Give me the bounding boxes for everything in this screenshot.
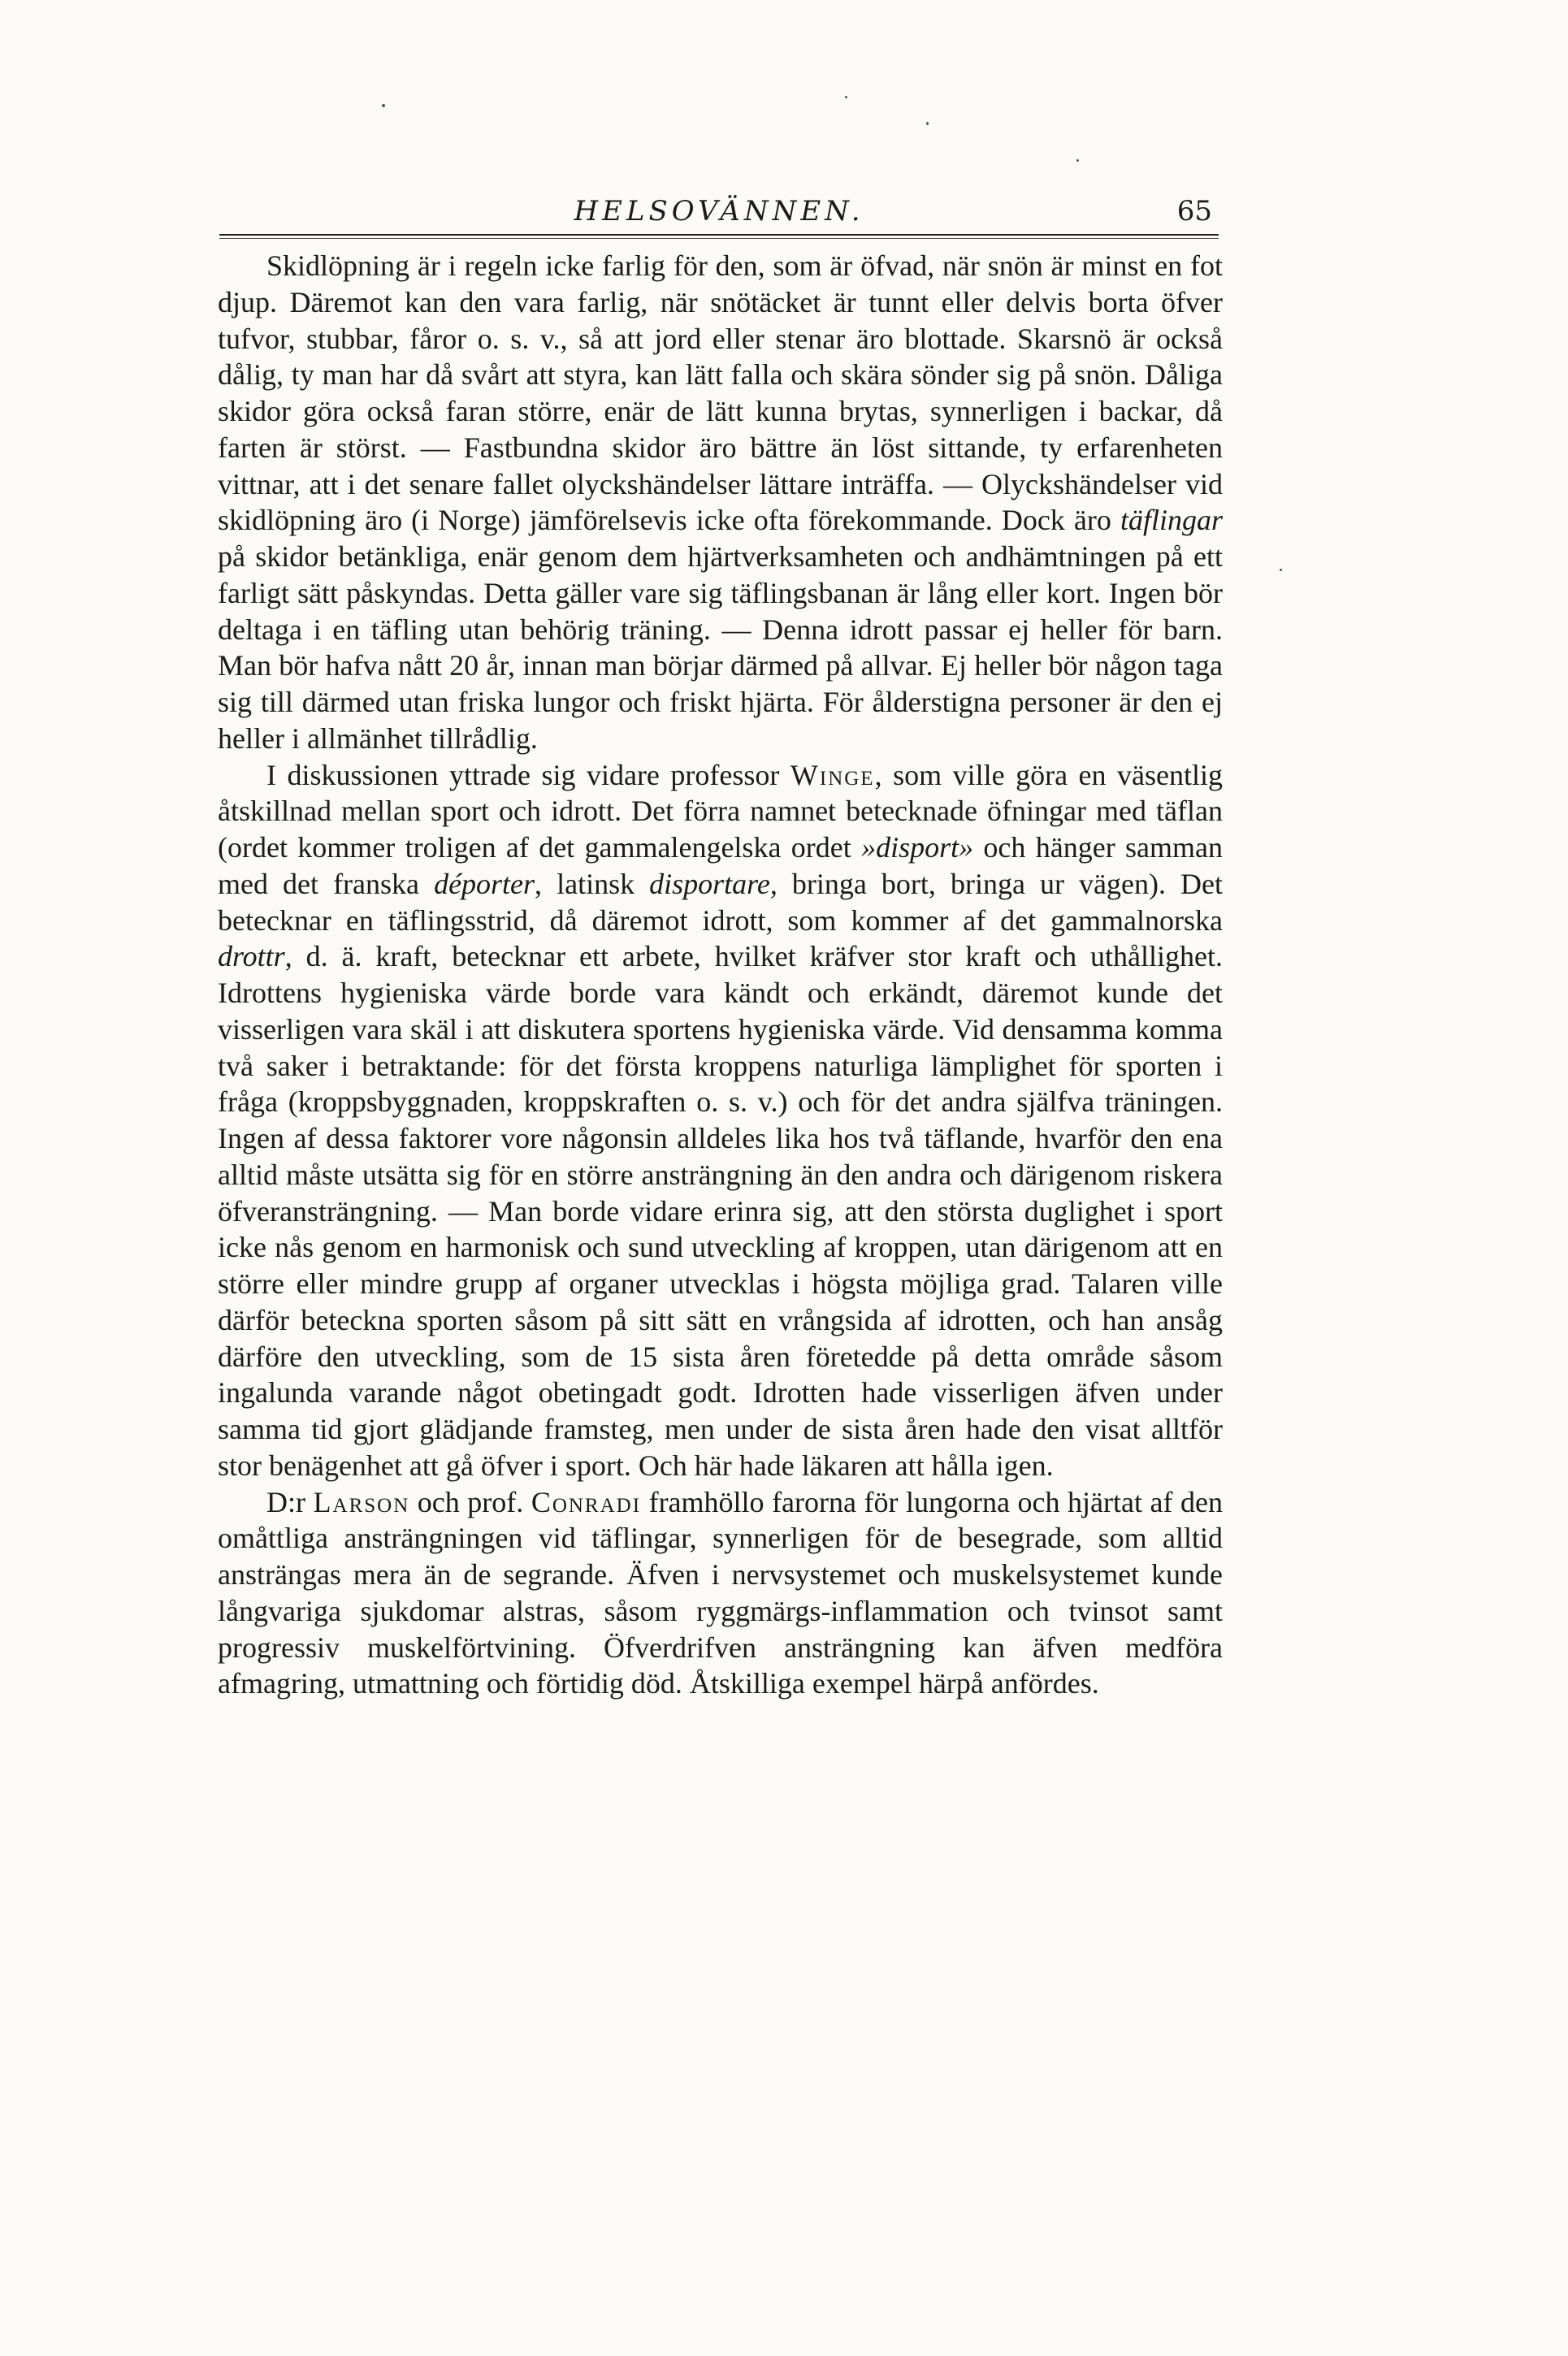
emphasis: »disport» [861, 831, 974, 864]
text-run: på skidor betänkliga, enär genom dem hjärtverksamheten och andhämtningen på ett farligt sätt påskyndas. Detta gäller vare sig täflingsbanan är lång eller kort. Ingen bör deltaga i en täfling utan behörig träning. — Denna idrott passar ej heller för barn. Man bör hafva nått 20 år, innan man börjar därmed på allvar. Ej heller bör någon taga sig till därmed utan friska lungor och friskt hjärta. För ålderstigna personer är den ej heller i allmänhet tillrådlig. [218, 540, 1223, 755]
text-run: och hänger samman med det franska [218, 831, 1223, 900]
print-speck [1076, 159, 1079, 162]
paragraph-discussion [218, 757, 1223, 1484]
text-run: D:r [266, 1485, 314, 1518]
paragraph-larson-conradi [218, 1484, 1223, 1703]
page-header [219, 188, 1219, 237]
body-text [218, 248, 1223, 1702]
print-speck [382, 104, 385, 107]
print-speck [1280, 569, 1282, 571]
text-run: , d. ä. kraft, betecknar ett arbete, hvilket kräfver stor kraft och uthållighet. Idrottens hygieniska värde borde vara kändt och erkändt, däremot kunde det visserligen vara skäl i att diskutera sportens hygieniska värde. Vid densamma komma två saker i betraktande: för det första kroppens naturliga lämplighet för sporten i fråga (kroppsbyggnaden, kroppskraften o. s. v.) och för det andra själfva träningen. Ingen af dessa faktorer vore någonsin alldeles lika hos två täflande, hvarför den ena alltid måste utsätta sig för en större ansträngning än den andra och därigenom riskera öfveransträngning. — Man borde vidare erinra sig, att den största duglighet i sport icke nås genom en harmonisk och sund utveckling af kroppen, utan därigenom att en större eller mindre grupp af organer utvecklas i högsta möjliga grad. Talaren ville därför beteckna sporten såsom på sitt sätt en vrångsida af idrotten, och han ansåg därföre den utveckling, som de 15 sista åren företedde på detta område såsom ingalunda varande något obetingadt godt. Idrotten hade visserligen äfven under samma tid gjort glädjande framsteg, men under de sista åren hade den visat alltför stor benägenhet att gå öfver i sport. Och här hade läkaren att hålla igen. [218, 940, 1223, 1482]
text-run: , latinsk [535, 867, 650, 900]
person-name: Conradi [531, 1485, 642, 1518]
emphasis: disportare, [649, 867, 778, 900]
print-speck [845, 96, 847, 98]
text-run: Skidlöpning är i regeln icke farlig för den, som är öfvad, när snön är minst en fot djup. Däremot kan den vara farlig, när snötäcket är tunnt eller delvis borta öfver tufvor, stubbar, fåror o. s. v., så att jord eller stenar äro blottade. Skarsnö är också dålig, ty man har då svårt att styra, kan lätt falla och skära sönder sig på snön. Dåliga skidor göra också faran större, enär de lätt kunna brytas, synnerligen i backar, då farten är störst. — Fastbundna skidor äro bättre än löst sittande, ty erfarenheten vittnar, att i det senare fallet olyckshändelser lättare inträffa. — Olyckshändelser vid skidlöpning äro (i Norge) jämförelsevis icke ofta förekommande. Dock äro [218, 249, 1223, 537]
print-speck [926, 122, 929, 125]
text-run: och prof. [409, 1485, 531, 1518]
person-name: Larson [313, 1485, 410, 1518]
paragraph-skiing [218, 248, 1223, 757]
emphasis: déporter [434, 867, 535, 900]
text-run: bringa bort, bringa ur vägen). Det betecknar en täflingsstrid, då däremot idrott, som kommer af det gammalnorska [218, 867, 1223, 937]
person-name: Winge [790, 758, 875, 791]
emphasis: drottr [218, 940, 285, 973]
running-title: HELSOVÄNNEN. [574, 195, 864, 227]
text-run: I diskussionen yttrade sig vidare professor [266, 758, 790, 791]
emphasis: täflingar [1120, 504, 1223, 537]
page-number: 65 [1176, 195, 1212, 227]
header-rule [219, 234, 1219, 236]
text-run: framhöllo farorna för lungorna och hjärtat af den omåttliga ansträngningen vid täflingar, synnerligen för de besegrade, som alltid ansträngas mera än de segrande. Äfven i nervsystemet och muskelsystemet kunde långvariga sjukdomar alstras, såsom ryggmärgs-inflammation och tvinsot samt progressiv muskelförtvining. Öfverdrifven ansträngning kan äfven medföra afmagring, utmattning och förtidig död. Åtskilliga exempel härpå anfördes. [218, 1485, 1223, 1700]
header-rule [219, 238, 1219, 239]
text-run: , som ville göra en väsentlig åtskillnad mellan sport och idrott. Det förra namnet betecknade öfningar med täflan (ordet kommer troligen af det gammalengelska ordet [218, 758, 1223, 864]
